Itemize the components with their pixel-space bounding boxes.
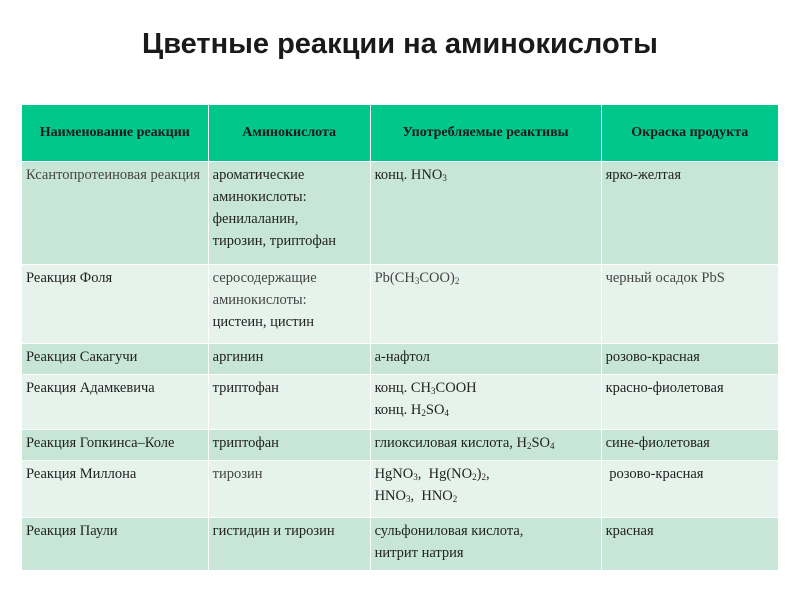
table-row — [22, 344, 779, 375]
reagent-subscript: 4 — [550, 441, 555, 451]
amino-line: триптофан — [212, 435, 279, 451]
reagent-text: SO — [531, 435, 551, 451]
reagent-subscript: 4 — [444, 408, 449, 418]
reagent-text: Pb(CH — [374, 270, 415, 286]
amino-line: гистидин и тирозин — [212, 523, 335, 539]
table-header-row — [22, 105, 779, 162]
reagent-line — [375, 399, 597, 421]
amino-line: тирозин, триптофан — [212, 233, 337, 249]
cell-reaction-name: Реакция Миллона — [22, 461, 209, 518]
cell-product-color: сине-фиолетовая — [601, 430, 778, 461]
cell-reaction-name: Реакция Гопкинса–Коле — [22, 430, 209, 461]
reagent-text: , HNO — [410, 488, 453, 504]
reagent-text: , — [485, 466, 490, 482]
cell-reagents — [370, 344, 601, 375]
reagent-text: COO) — [419, 270, 455, 286]
table-row — [22, 461, 779, 518]
amino-line: аминокислоты: — [212, 292, 307, 308]
cell-amino-acid — [208, 375, 370, 430]
table-row — [22, 518, 779, 571]
cell-product-color: черный осадок PbS — [601, 265, 778, 344]
reagent-subscript: 3 — [442, 173, 447, 183]
reagent-subscript: 2 — [452, 494, 458, 504]
reagent-text: конц. H — [374, 402, 422, 418]
amino-line: цистеин, цистин — [212, 314, 314, 330]
amino-line: триптофан — [212, 380, 279, 396]
reagent-subscript: 3 — [413, 472, 418, 482]
table-row — [22, 375, 779, 430]
reagent-subscript: 3 — [431, 386, 436, 396]
amino-line: серосодержащие — [212, 270, 317, 286]
reagent-text: COOH — [435, 380, 477, 396]
cell-reaction-name: Реакция Фоля — [22, 265, 209, 344]
cell-amino-acid — [208, 461, 370, 518]
cell-product-color: ярко-желтая — [601, 162, 778, 265]
cell-reagents — [370, 461, 601, 518]
reagent-text: конц. CH — [374, 380, 432, 396]
cell-reagents — [370, 265, 601, 344]
table-row — [22, 430, 779, 461]
reagent-text: глиоксиловая кислота, H — [374, 435, 527, 451]
amino-line: аминокислоты: — [212, 189, 307, 205]
amino-line: тирозин — [212, 466, 263, 482]
reagent-line — [375, 377, 597, 399]
cell-amino-acid — [208, 518, 370, 571]
reagent-text: HgNO — [374, 466, 414, 482]
reagent-text: конц. HNO — [374, 167, 443, 183]
cell-product-color: розово-красная — [601, 461, 778, 518]
amino-line: аргинин — [212, 349, 264, 365]
amino-line: ароматические — [212, 167, 305, 183]
reagent-text: HNO — [374, 488, 406, 504]
reagent-subscript: 2 — [481, 472, 486, 482]
reagent-line — [375, 485, 597, 507]
reagent-subscript: 2 — [454, 276, 460, 286]
reagent-line: нитрит натрия — [374, 545, 464, 561]
amino-line: фенилаланин, — [212, 211, 299, 227]
header-product-color: Окраска продукта — [601, 105, 778, 162]
cell-reagents — [370, 430, 601, 461]
cell-reaction-name: Ксантопротеиновая реакция — [22, 162, 209, 265]
cell-amino-acid — [208, 162, 370, 265]
reagent-line — [375, 463, 597, 485]
reagent-line: сульфониловая кислота, — [374, 523, 524, 539]
cell-product-color: красно-фиолетовая — [601, 375, 778, 430]
cell-reaction-name: Реакция Паули — [22, 518, 209, 571]
cell-amino-acid — [208, 344, 370, 375]
header-reaction-name: Наименование реакции — [22, 105, 209, 162]
header-reagents: Употребляемые реактивы — [370, 105, 601, 162]
cell-reaction-name: Реакция Адамкевича — [22, 375, 209, 430]
reagent-subscript: 3 — [414, 276, 420, 286]
cell-amino-acid — [208, 430, 370, 461]
cell-reagents — [370, 518, 601, 571]
cell-reaction-name: Реакция Сакагучи — [22, 344, 209, 375]
reagent-subscript: 2 — [472, 472, 477, 482]
cell-product-color: розово-красная — [601, 344, 778, 375]
reagent-subscript: 2 — [421, 408, 426, 418]
table-row — [22, 265, 779, 344]
reactions-table — [21, 104, 779, 571]
page-title: Цветные реакции на аминокислоты — [142, 28, 658, 60]
header-amino-acid: Аминокислота — [208, 105, 370, 162]
cell-reagents — [370, 162, 601, 265]
cell-amino-acid — [208, 265, 370, 344]
reagent-text: a-нафтол — [374, 349, 430, 365]
reagent-text: SO — [425, 402, 445, 418]
reagent-text: , Hg(NO — [417, 466, 473, 482]
reagent-text: ) — [476, 466, 482, 482]
cell-product-color: красная — [601, 518, 778, 571]
reagent-subscript: 2 — [526, 441, 532, 451]
reagent-subscript: 3 — [405, 494, 411, 504]
cell-reagents — [370, 375, 601, 430]
table-row — [22, 162, 779, 265]
